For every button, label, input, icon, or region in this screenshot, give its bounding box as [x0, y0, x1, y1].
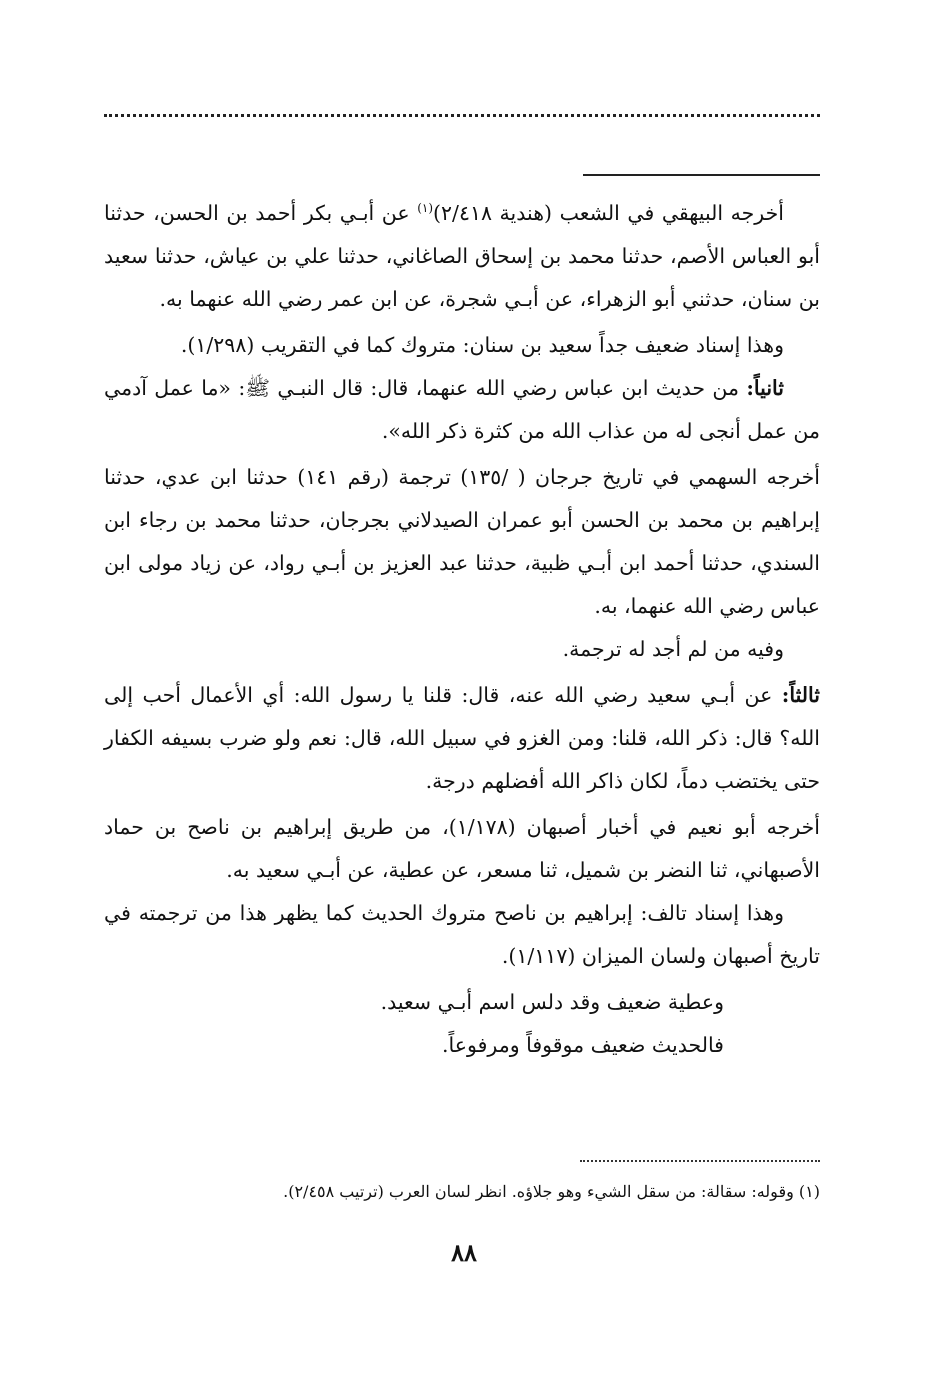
paragraph-7: أخرجه أبو نعيم في أخبار أصبهان (١/١٧٨)، من طريق إبراهيم بن ناصح بن حماد الأصبهاني، ثنا النضر بن شميل، ثنا مسعر، عن عطية، عن أبـي سعيد به.	[104, 815, 820, 882]
paragraph-3	[104, 367, 820, 453]
paragraph-1	[104, 192, 820, 321]
main-text	[104, 192, 820, 1067]
paragraph-5: وفيه من لم أجد له ترجمة.	[562, 637, 784, 661]
paragraph-10: فالحديث ضعيف موقوفاً ومرفوعاً.	[442, 1033, 724, 1057]
paragraph-6	[104, 674, 820, 803]
footnote-reference: (١)	[417, 201, 434, 216]
paragraph-2: وهذا إسناد ضعيف جداً سعيد بن سنان: متروك كما في التقريب (١/٢٩٨).	[180, 333, 784, 357]
footnote	[104, 1178, 820, 1206]
footnote-marker: (١)	[798, 1182, 820, 1201]
page-number: ٨٨	[451, 1238, 477, 1267]
paragraph-1-text-a: أخرجه البيهقي في الشعب (هندية ٢/٤١٨)	[433, 201, 784, 225]
paragraph-8: وهذا إسناد تالف: إبراهيم بن ناصح متروك الحديث كما يظهر هذا من ترجمته في تاريخ أصبهان ولسان الميزان (١/١١٧).	[104, 901, 820, 968]
top-dotted-divider	[104, 114, 820, 117]
paragraph-3-text: من حديث ابن عباس رضي الله عنهما، قال: قال النبـي ﷺ: «ما عمل آدمي من عمل أنجى له من عذاب الله من كثرة ذكر الله».	[104, 376, 820, 443]
paragraph-1-text-b: عن أبـي بكر أحمد بن الحسن، حدثنا أبو العباس الأصم، حدثنا محمد بن إسحاق الصاغاني، حدثنا علي بن عياش، حدثنا سعيد بن سنان، حدثني أبو الزهراء، عن أبـي شجرة، عن ابن عمر رضي الله عنهما به.	[104, 201, 820, 311]
paragraph-9: وعطية ضعيف وقد دلس اسم أبـي سعيد.	[380, 990, 724, 1014]
paragraph-4: أخرجه السهمي في تاريخ جرجان ( /١٣٥) ترجمة (رقم ١٤١) حدثنا ابن عدي، حدثنا إبراهيم بن محمد بن الحسن أبو عمران الصيدلاني بجرجان، حدثنا محمد بن رجاء ابن السندي، حدثنا أحمد ابن أبـي ظبية، حدثنا عبد العزيز بن أبـي رواد، عن زياد مولى ابن عباس رضي الله عنهما، به.	[104, 465, 820, 618]
paragraph-6-text: عن أبـي سعيد رضي الله عنه، قال: قلنا يا رسول الله: أي الأعمال أحب إلى الله؟ قال: ذكر الله، قلنا: ومن الغزو في سبيل الله، قال: نعم ولو ضرب بسيفه الكفار حتى يختضب دماً، لكان ذاكر الله أفضلهم درجة.	[104, 683, 820, 793]
footnote-text: وقوله: سقالة: من سقل الشيء وهو جلاؤه. انظر لسان العرب (ترتيب ٢/٤٥٨).	[283, 1182, 799, 1201]
section-label-second: ثانياً:	[746, 376, 784, 400]
footnote-divider	[580, 1160, 820, 1162]
section-label-third: ثالثاً:	[781, 683, 820, 707]
top-rule	[583, 174, 820, 176]
